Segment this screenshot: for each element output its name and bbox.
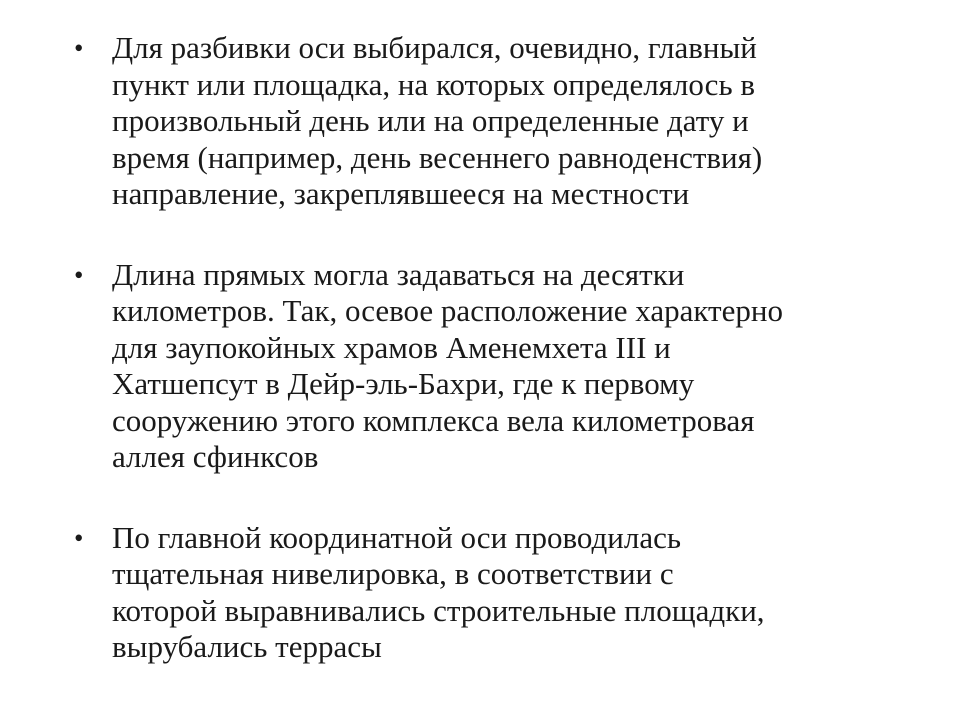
text-line: произвольный день или на определенные дату и <box>112 103 749 138</box>
text-line: время (например, день весеннего равноденствия) <box>112 139 763 175</box>
text-line: Для разбивки оси выбирался, очевидно, главный <box>112 30 757 65</box>
text-line: километров. Так, осевое расположение характерно <box>112 293 783 328</box>
bullet-item-2 <box>74 257 934 476</box>
text-line: По главной координатной оси проводилась <box>112 519 682 555</box>
text-line: Длина прямых могла задаваться на десятки <box>112 256 685 292</box>
text-line: для заупокойных храмов Аменемхета III и <box>112 329 671 365</box>
bullet-icon: • <box>74 522 84 553</box>
text-line: аллея сфинксов <box>112 439 319 474</box>
text-line: пункт или площадка, на которых определялось в <box>112 66 755 102</box>
bullet-icon: • <box>74 33 84 63</box>
text-line: тщательная нивелировка, в соответствии с <box>112 556 674 591</box>
text-line: вырубались террасы <box>112 629 382 664</box>
bullet-list <box>74 30 934 666</box>
text-line: сооружению этого комплекса вела километровая <box>112 402 755 438</box>
bullet-item-1 <box>74 30 934 213</box>
text-line: направление, закреплявшееся на местности <box>112 176 690 211</box>
text-line: Хатшепсут в Дейр-эль-Бахри, где к первому <box>112 366 695 401</box>
bullet-icon: • <box>74 259 84 290</box>
text-line: которой выравнивались строительные площадки, <box>112 592 765 628</box>
bullet-item-3 <box>74 520 934 666</box>
